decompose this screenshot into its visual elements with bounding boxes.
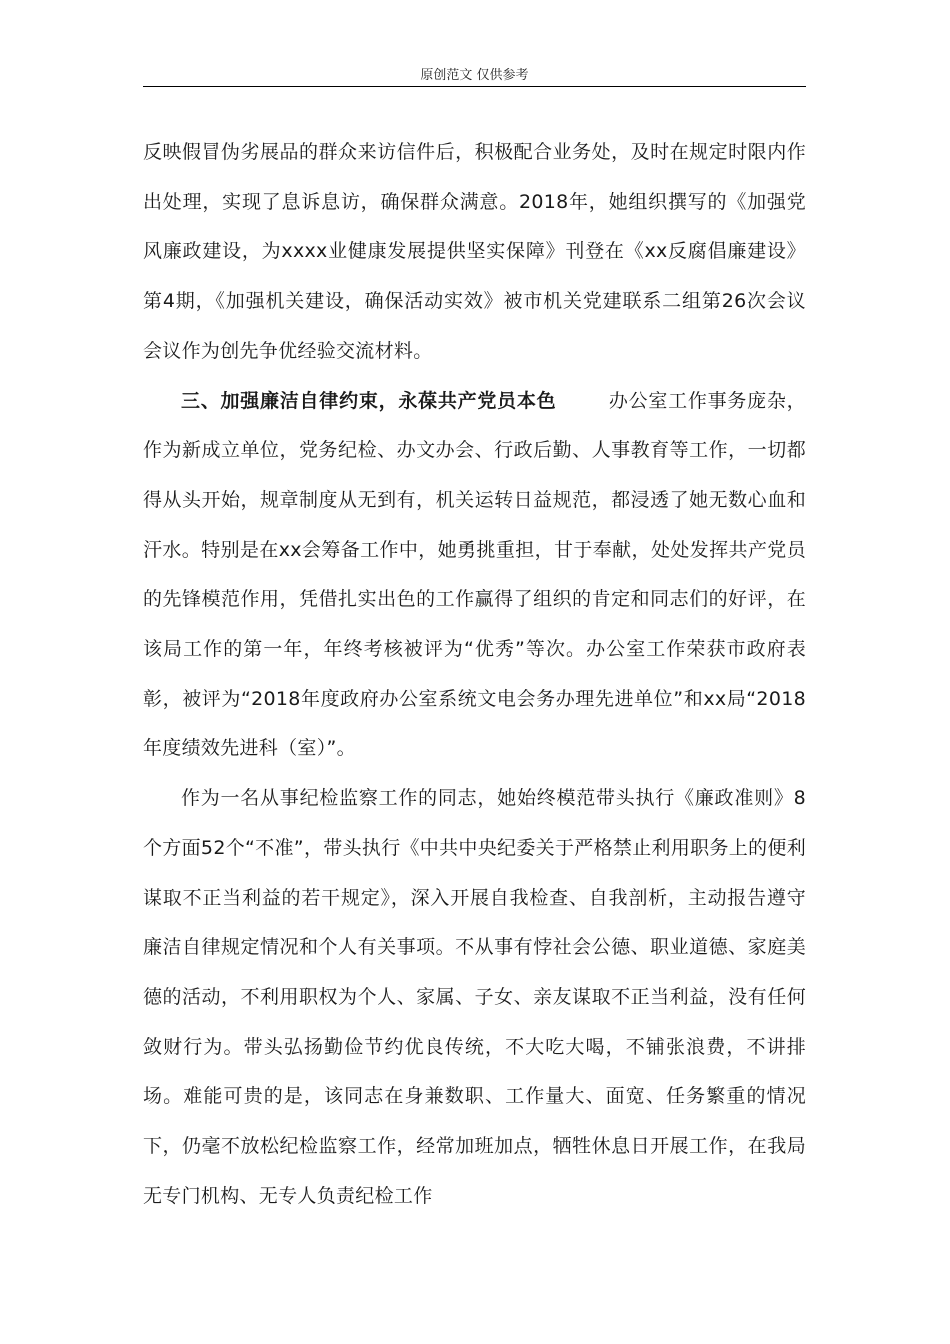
document-body xyxy=(143,128,806,1221)
paragraph-3 xyxy=(143,774,806,1221)
paragraph-3-text: 作为一名从事纪检监察工作的同志，她始终模范带头执行《廉政准则》8个方面52个“不准”，带头执行《中共中央纪委关于严格禁止利用职务上的便利谋取不正当利益的若干规定》，深入开展自我检查、自我剖析，主动报告遵守廉洁自律规定情况和个人有关事项。不从事有悖社会公德、职业道德、家庭美德的活动，不利用职权为个人、家属、子女、亲友谋取不正当利益，没有任何敛财行为。带头弘扬勤俭节约优良传统，不大吃大喝，不铺张浪费，不讲排场。难能可贵的是，该同志在身兼数职、工作量大、面宽、任务繁重的情况下，仍毫不放松纪检监察工作，经常加班加点，牺牲休息日开展工作，在我局无专门机构、无专人负责纪检工作 xyxy=(143,787,806,1207)
paragraph-2 xyxy=(143,377,806,775)
page-header: 原创范文 仅供参考 xyxy=(420,68,529,83)
section-heading: 三、加强廉洁自律约束，永葆共产党员本色 xyxy=(181,389,557,412)
paragraph-1-text: 反映假冒伪劣展品的群众来访信件后，积极配合业务处，及时在规定时限内作出处理，实现了息诉息访，确保群众满意。2018年，她组织撰写的《加强党风廉政建设，为xxxx业健康发展提供坚实保障》刊登在《xx反腐倡廉建设》第4期，《加强机关建设，确保活动实效》被市机关党建联系二组第26次会议会议作为创先争优经验交流材料。 xyxy=(143,141,806,362)
paragraph-2-text: 办公室工作事务庞杂，作为新成立单位，党务纪检、办文办会、行政后勤、人事教育等工作，一切都得从头开始，规章制度从无到有，机关运转日益规范，都浸透了她无数心血和汗水。特别是在xx会筹备工作中，她勇挑重担，甘于奉献，处处发挥共产党员的先锋模范作用，凭借扎实出色的工作赢得了组织的肯定和同志们的好评，在该局工作的第一年，年终考核被评为“优秀”等次。办公室工作荣获市政府表彰，被评为“2018年度政府办公室系统文电会务办理先进单位”和xx局“2018年度绩效先进科（室）”。 xyxy=(143,389,806,760)
header-rule xyxy=(143,86,806,87)
paragraph-1 xyxy=(143,128,806,377)
